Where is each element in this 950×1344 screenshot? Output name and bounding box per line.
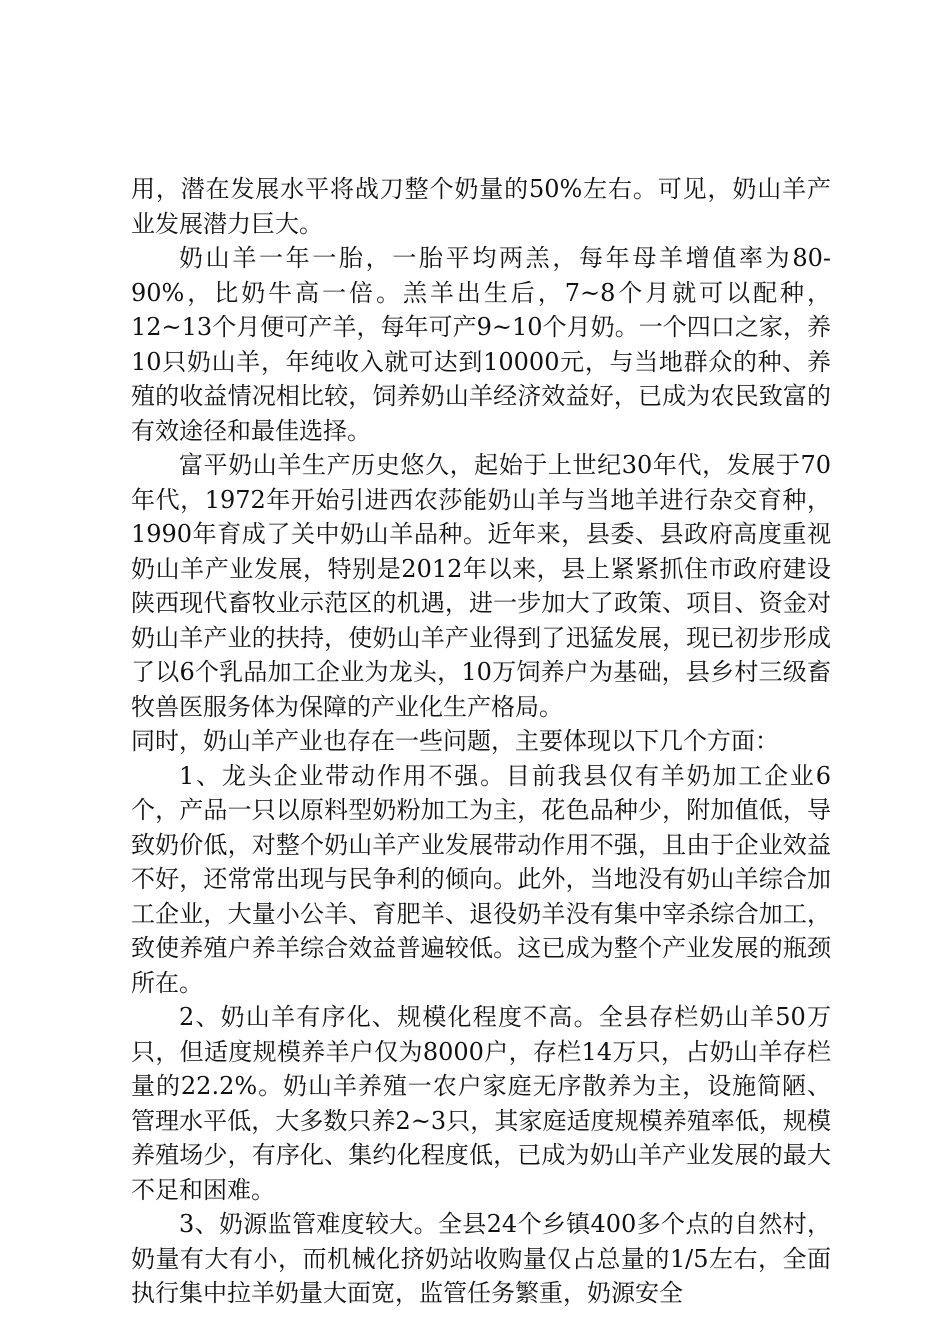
paragraph-breeding-rate: 奶山羊一年一胎，一胎平均两羔，每年母羊增值率为80-90%，比奶牛高一倍。羔羊出生后，7~8个月就可以配种，12~13个月便可产羊，每年可产9~10个月奶。一个四口之家，养10只奶山羊，年纯收入就可达到10000元，与当地群众的种、养殖的收益情况相比较，饲养奶山羊经济效益好，已成为农民致富的有效途径和最佳选择。 bbox=[131, 244, 831, 445]
paragraph-problem-3: 3、奶源监管难度较大。全县24个乡镇400多个点的自然村，奶量有大有小，而机械化挤奶站收购量仅占总量的1/5左右，全面执行集中拉羊奶量大面宽，监管任务繁重，奶源安全 bbox=[131, 1210, 831, 1307]
document-body bbox=[131, 172, 831, 1311]
paragraph-history: 富平奶山羊生产历史悠久，起始于上世纪30年代，发展于70年代，1972年开始引进西农莎能奶山羊与当地羊进行杂交育种，1990年育成了关中奶山羊品种。近年来，县委、县政府高度重视奶山羊产业发展，特别是2012年以来，县上紧紧抓住市政府建设陕西现代畜牧业示范区的机遇，进一步加大了政策、项目、资金对奶山羊产业的扶持，使奶山羊产业得到了迅猛发展，现已初步形成了以6个乳品加工企业为龙头，10万饲养户为基础，县乡村三级畜牧兽医服务体为保障的产业化生产格局。 bbox=[131, 451, 831, 721]
paragraph-problem-1: 1、龙头企业带动作用不强。目前我县仅有羊奶加工企业6个，产品一只以原料型奶粉加工为主，花色品种少，附加值低，导致奶价低，对整个奶山羊产业发展带动作用不强，且由于企业效益不好，还常常出现与民争利的倾向。此外，当地没有奶山羊综合加工企业，大量小公羊、育肥羊、退役奶羊没有集中宰杀综合加工，致使养殖户养羊综合效益普遍较低。这已成为整个产业发展的瓶颈所在。 bbox=[131, 761, 831, 997]
paragraph-problems-intro: 同时，奶山羊产业也存在一些问题，主要体现以下几个方面： bbox=[131, 727, 779, 755]
paragraph-continuation: 用，潜在发展水平将战刀整个奶量的50%左右。可见，奶山羊产业发展潜力巨大。 bbox=[131, 175, 831, 238]
paragraph-problem-2: 2、奶山羊有序化、规模化程度不高。全县存栏奶山羊50万只，但适度规模养羊户仅为8000户，存栏14万只，占奶山羊存栏量的22.2%。奶山羊养殖一农户家庭无序散养为主，设施简陋、管理水平低，大多数只养2~3只，其家庭适度规模养殖率低，规模养殖场少，有序化、集约化程度低，已成为奶山羊产业发展的最大不足和困难。 bbox=[131, 1003, 831, 1204]
